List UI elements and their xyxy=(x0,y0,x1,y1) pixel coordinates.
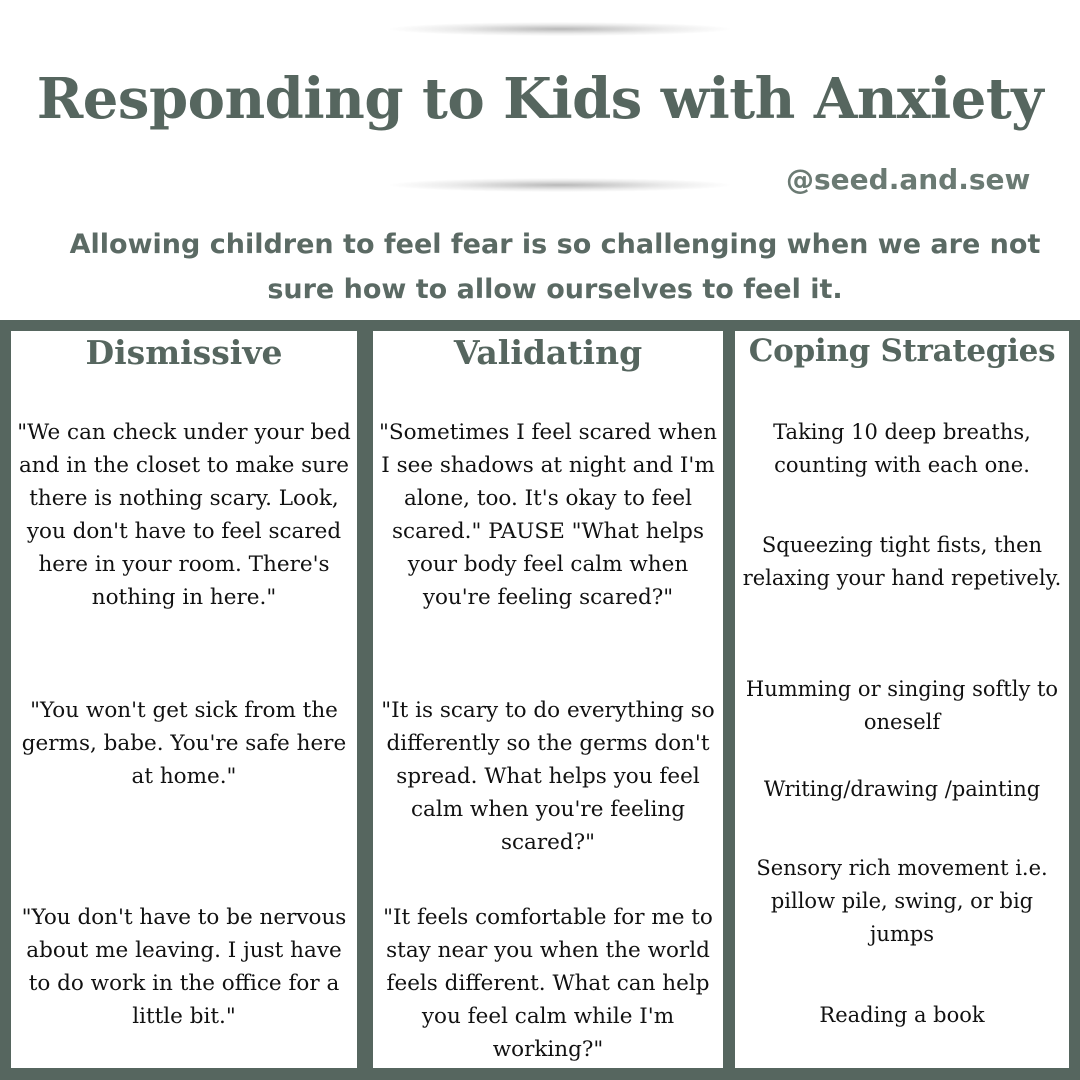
coping-item-1: Taking 10 deep breaths, counting with each one. xyxy=(773,420,1031,477)
validating-item-1: "Sometimes I feel scared when I see shadows at night and I'm alone, too. It's okay to feel scared." PAUSE "What helps your body feel calm when you're feeling scared?" xyxy=(379,420,717,610)
dismissive-item-3: "You don't have to be nervous about me leaving. I just have to do work in the office for a little bit." xyxy=(21,905,347,1029)
page-title: Responding to Kids with Anxiety xyxy=(36,66,1044,132)
column-heading-dismissive: Dismissive xyxy=(85,333,283,372)
coping-item-4: Writing/drawing /painting xyxy=(763,777,1041,801)
title-bottom-shadow xyxy=(390,178,730,192)
validating-item-2: "It is scary to do everything so differently so the germs don't spread. What helps you feel calm when you're feeling scared?" xyxy=(381,698,715,855)
column-heading-coping-strategies: Coping Strategies xyxy=(748,333,1056,369)
title-top-shadow xyxy=(390,22,730,36)
column-validating xyxy=(373,331,723,1068)
column-dismissive xyxy=(11,331,357,1068)
validating-item-3: "It feels comfortable for me to stay near you when the world feels different. What can help you feel calm while I'm working?" xyxy=(383,905,713,1062)
coping-item-2: Squeezing tight fists, then relaxing your hand repetively. xyxy=(742,533,1062,590)
dismissive-item-1: "We can check under your bed and in the closet to make sure there is nothing scary. Look, you don't have to feel scared here in your room. There's nothing in here." xyxy=(17,420,351,610)
column-coping-strategies xyxy=(735,331,1069,1068)
coping-item-3: Humming or singing softly to oneself xyxy=(745,677,1059,734)
dismissive-item-2: "You won't get sick from the germs, babe. You're safe here at home." xyxy=(21,698,347,789)
coping-item-6: Reading a book xyxy=(819,1003,985,1027)
column-heading-validating: Validating xyxy=(453,333,643,372)
coping-item-5: Sensory rich movement i.e. pillow pile, swing, or big jumps xyxy=(756,856,1048,946)
page-subtitle: Allowing children to feel fear is so challenging when we are not sure how to allow ourselves to feel it. xyxy=(69,229,1041,305)
author-handle: @seed.and.sew xyxy=(786,163,1031,196)
comparison-table xyxy=(0,320,1080,1080)
